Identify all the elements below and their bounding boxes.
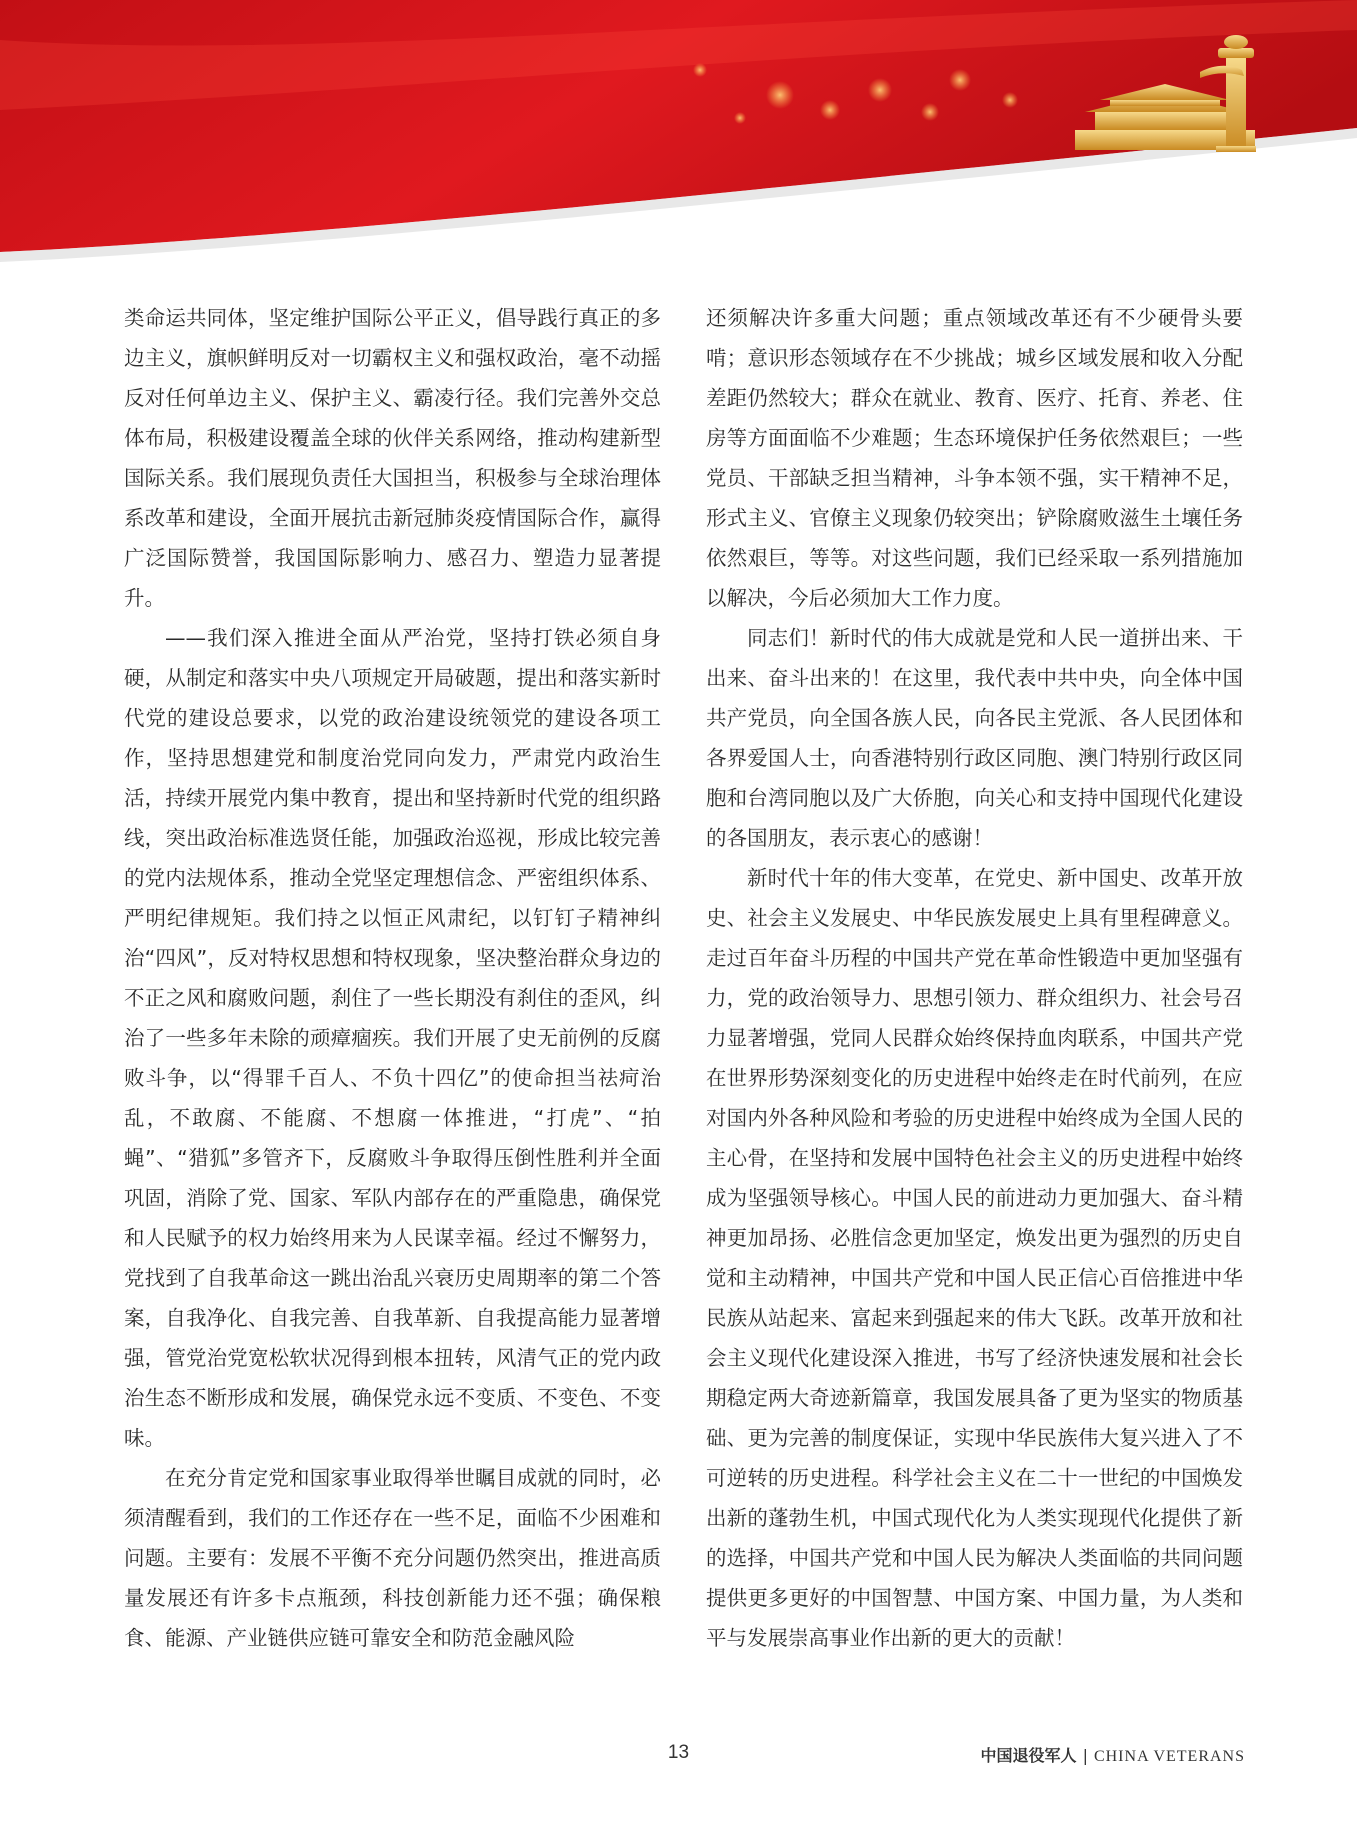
magazine-brand: [981, 1743, 1245, 1766]
paragraph: 同志们！新时代的伟大成就是党和人民一道拼出来、干出来、奋斗出来的！在这里，我代表中共中央，向全体中国共产党员，向全国各族人民，向各民主党派、各人民团体和各界爱国人士，向香港特别行政区同胞、澳门特别行政区同胞和台湾同胞以及广大侨胞，向关心和支持中国现代化建设的各国朋友，表示衷心的感谢！: [706, 626, 1243, 850]
paragraph: 还须解决许多重大问题；重点领域改革还有不少硬骨头要啃；意识形态领域存在不少挑战；城乡区域发展和收入分配差距仍然较大；群众在就业、教育、医疗、托育、养老、住房等方面面临不少难题；生态环境保护任务依然艰巨；一些党员、干部缺乏担当精神，斗争本领不强，实干精神不足，形式主义、官僚主义现象仍较突出；铲除腐败滋生土壤任务依然艰巨，等等。对这些问题，我们已经采取一系列措施加以解决，今后必须加大工作力度。: [706, 306, 1243, 610]
brand-name-cn: 中国退役军人: [980, 1746, 1077, 1765]
page-number: 13: [667, 1742, 690, 1763]
paragraph: 类命运共同体，坚定维护国际公平正义，倡导践行真正的多边主义，旗帜鲜明反对一切霸权主义和强权政治，毫不动摇反对任何单边主义、保护主义、霸凌行径。我们完善外交总体布局，积极建设覆盖全球的伙伴关系网络，推动构建新型国际关系。我们展现负责任大国担当，积极参与全球治理体系改革和建设，全面开展抗击新冠肺炎疫情国际合作，赢得广泛国际赞誉，我国国际影响力、感召力、塑造力显著提升。: [124, 306, 661, 610]
header-banner: [0, 0, 1357, 270]
right-text-column: [706, 298, 1243, 1658]
paragraph: 新时代十年的伟大变革，在党史、新中国史、改革开放史、社会主义发展史、中华民族发展史上具有里程碑意义。走过百年奋斗历程的中国共产党在革命性锻造中更加坚强有力，党的政治领导力、思想引领力、群众组织力、社会号召力显著增强，党同人民群众始终保持血肉联系，中国共产党在世界形势深刻变化的历史进程中始终走在时代前列，在应对国内外各种风险和考验的历史进程中始终成为全国人民的主心骨，在坚持和发展中国特色社会主义的历史进程中始终成为坚强领导核心。中国人民的前进动力更加强大、奋斗精神更加昂扬、必胜信念更加坚定，焕发出更为强烈的历史自觉和主动精神，中国共产党和中国人民正信心百倍推进中华民族从站起来、富起来到强起来的伟大飞跃。改革开放和社会主义现代化建设深入推进，书写了经济快速发展和社会长期稳定两大奇迹新篇章，我国发展具备了更为坚实的物质基础、更为完善的制度保证，实现中华民族伟大复兴进入了不可逆转的历史进程。科学社会主义在二十一世纪的中国焕发出新的蓬勃生机，中国式现代化为人类实现现代化提供了新的选择，中国共产党和中国人民为解决人类面临的共同问题提供更多更好的中国智慧、中国方案、中国力量，为人类和平与发展崇高事业作出新的更大的贡献！: [706, 866, 1243, 1650]
left-text-column: [124, 298, 661, 1658]
paragraph: 在充分肯定党和国家事业取得举世瞩目成就的同时，必须清醒看到，我们的工作还存在一些不足，面临不少困难和问题。主要有：发展不平衡不充分问题仍然突出，推进高质量发展还有许多卡点瓶颈，科技创新能力还不强；确保粮食、能源、产业链供应链可靠安全和防范金融风险: [124, 1466, 661, 1650]
brand-separator: |: [1082, 1746, 1088, 1765]
paragraph: ——我们深入推进全面从严治党，坚持打铁必须自身硬，从制定和落实中央八项规定开局破题，提出和落实新时代党的建设总要求，以党的政治建设统领党的建设各项工作，坚持思想建党和制度治党同向发力，严肃党内政治生活，持续开展党内集中教育，提出和坚持新时代党的组织路线，突出政治标准选贤任能，加强政治巡视，形成比较完善的党内法规体系，推动全党坚定理想信念、严密组织体系、严明纪律规矩。我们持之以恒正风肃纪，以钉钉子精神纠治“四风”，反对特权思想和特权现象，坚决整治群众身边的不正之风和腐败问题，刹住了一些长期没有刹住的歪风，纠治了一些多年未除的顽瘴痼疾。我们开展了史无前例的反腐败斗争，以“得罪千百人、不负十四亿”的使命担当祛疴治乱，不敢腐、不能腐、不想腐一体推进，“打虎”、“拍蝇”、“猎狐”多管齐下，反腐败斗争取得压倒性胜利并全面巩固，消除了党、国家、军队内部存在的严重隐患，确保党和人民赋予的权力始终用来为人民谋幸福。经过不懈努力，党找到了自我革命这一跳出治乱兴衰历史周期率的第二个答案，自我净化、自我完善、自我革新、自我提高能力显著增强，管党治党宽松软状况得到根本扭转，风清气正的党内政治生态不断形成和发展，确保党永远不变质、不变色、不变味。: [124, 626, 661, 1450]
brand-name-en: CHINA VETERANS: [1093, 1748, 1245, 1765]
